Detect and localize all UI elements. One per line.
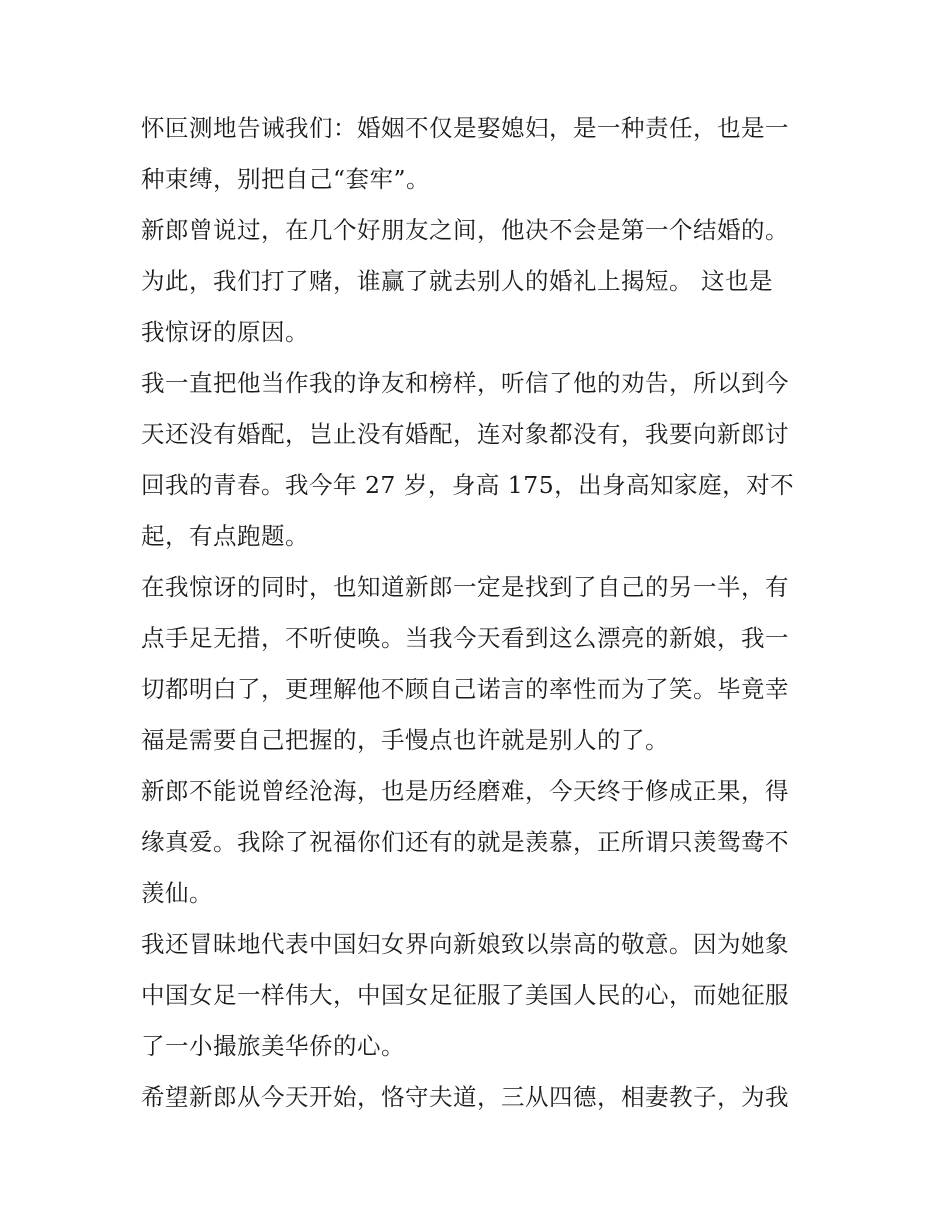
text-line: 切都明白了，更理解他不顾自己诺言的率性而为了笑。毕竟幸 xyxy=(141,675,789,703)
text-line: 福是需要自己把握的，手慢点也许就是别人的了。 xyxy=(141,726,669,754)
text-line: 缘真爱。我除了祝福你们还有的就是羡慕，正所谓只羡鸳鸯不 xyxy=(141,828,789,856)
text-line: 希望新郎从今天开始，恪守夫道，三从四德，相妻教子，为我 xyxy=(141,1083,789,1111)
text-line: 我惊讶的原因。 xyxy=(141,318,309,346)
text-line: 天还没有婚配，岂止没有婚配，连对象都没有，我要向新郎讨 xyxy=(141,420,789,448)
text-line: 回我的青春。我今年 27 岁，身高 175，出身高知家庭，对不 xyxy=(141,471,795,499)
text-line: 在我惊讶的同时，也知道新郎一定是找到了自己的另一半，有 xyxy=(141,573,789,601)
text-line: 新郎曾说过，在几个好朋友之间，他决不会是第一个结婚的。 xyxy=(141,216,789,244)
text-line: 为此，我们打了赌，谁赢了就去别人的婚礼上揭短。 这也是 xyxy=(141,267,773,295)
document-body xyxy=(141,103,821,1123)
text-line: 中国女足一样伟大，中国女足征服了美国人民的心，而她征服 xyxy=(141,981,789,1009)
text-line: 羡仙。 xyxy=(141,879,213,907)
text-line: 新郎不能说曾经沧海，也是历经磨难，今天终于修成正果，得 xyxy=(141,777,789,805)
text-line: 起，有点跑题。 xyxy=(141,522,309,550)
text-line: 种束缚，别把自己“套牢”。 xyxy=(141,165,431,193)
text-line: 了一小撮旅美华侨的心。 xyxy=(141,1032,405,1060)
text-line: 怀叵测地告诫我们：婚姻不仅是娶媳妇，是一种责任，也是一 xyxy=(141,114,789,142)
text-line: 点手足无措，不听使唤。当我今天看到这么漂亮的新娘，我一 xyxy=(141,624,789,652)
text-line: 我一直把他当作我的诤友和榜样，听信了他的劝告，所以到今 xyxy=(141,369,789,397)
text-line: 我还冒昧地代表中国妇女界向新娘致以崇高的敬意。因为她象 xyxy=(141,930,789,958)
